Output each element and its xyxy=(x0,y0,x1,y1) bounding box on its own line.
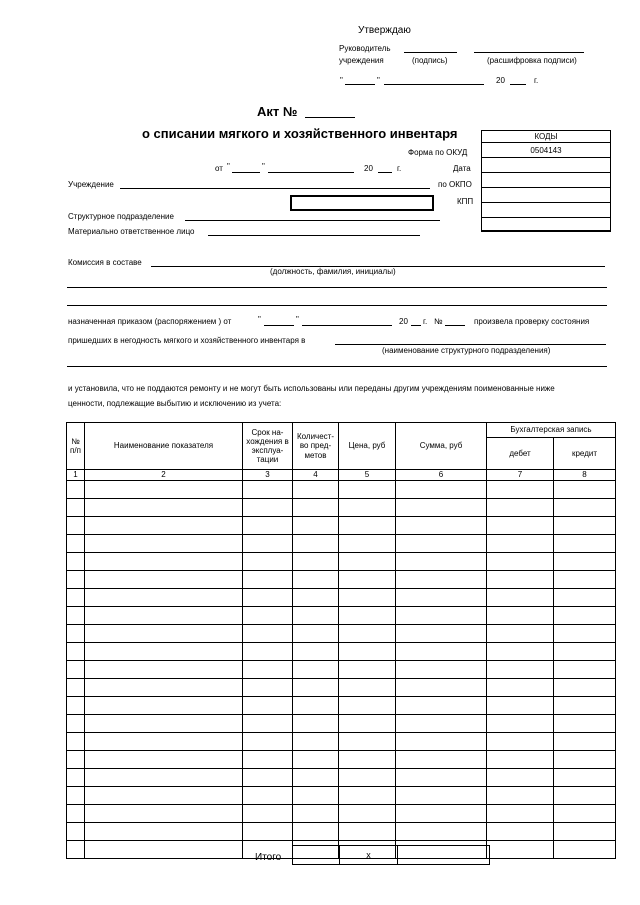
table-cell[interactable] xyxy=(396,715,487,733)
table-cell[interactable] xyxy=(339,751,396,769)
table-cell[interactable] xyxy=(396,769,487,787)
approval-year-suffix: г. xyxy=(534,76,539,85)
table-cell[interactable] xyxy=(339,643,396,661)
table-cell[interactable] xyxy=(554,661,616,679)
table-cell[interactable] xyxy=(67,607,85,625)
total-label: Итого xyxy=(255,852,282,863)
col-number: 4 xyxy=(293,470,339,481)
table-cell[interactable] xyxy=(396,643,487,661)
table-cell[interactable] xyxy=(293,805,339,823)
table-row xyxy=(67,553,616,571)
table-cell[interactable] xyxy=(396,607,487,625)
table-cell[interactable] xyxy=(554,697,616,715)
col-number: 3 xyxy=(243,470,293,481)
division-label: Структурное подразделение xyxy=(68,212,174,221)
approval-day-line[interactable] xyxy=(345,84,375,85)
table-cell[interactable] xyxy=(396,589,487,607)
table-cell[interactable] xyxy=(487,679,554,697)
decoding-line[interactable] xyxy=(474,52,584,53)
table-cell[interactable] xyxy=(243,733,293,751)
table-cell[interactable] xyxy=(85,679,243,697)
table-cell[interactable] xyxy=(293,481,339,499)
table-cell[interactable] xyxy=(293,733,339,751)
table-cell[interactable] xyxy=(243,625,293,643)
col-number: 8 xyxy=(554,470,616,481)
table-cell[interactable] xyxy=(85,517,243,535)
approval-quote-open: " xyxy=(340,76,343,85)
table-cell[interactable] xyxy=(487,517,554,535)
col-price-header: Цена, руб xyxy=(339,423,396,470)
table-cell[interactable] xyxy=(293,607,339,625)
table-cell[interactable] xyxy=(554,481,616,499)
table-cell[interactable] xyxy=(243,751,293,769)
order-quote-close: " xyxy=(296,315,299,324)
table-cell[interactable] xyxy=(554,607,616,625)
table-cell[interactable] xyxy=(487,733,554,751)
table-cell[interactable] xyxy=(396,805,487,823)
order-text-2: произвела проверку состояния xyxy=(474,317,590,326)
table-cell[interactable] xyxy=(396,481,487,499)
table-cell[interactable] xyxy=(487,751,554,769)
table-cell[interactable] xyxy=(293,697,339,715)
order-quote-open: " xyxy=(258,315,261,324)
table-cell[interactable] xyxy=(293,499,339,517)
table-cell[interactable] xyxy=(293,625,339,643)
table-cell[interactable] xyxy=(67,697,85,715)
table-cell[interactable] xyxy=(396,517,487,535)
total-row xyxy=(292,845,490,865)
okpo-label: по ОКПО xyxy=(438,180,472,189)
table-cell[interactable] xyxy=(487,499,554,517)
table-cell[interactable] xyxy=(85,571,243,589)
table-cell[interactable] xyxy=(487,589,554,607)
table-cell[interactable] xyxy=(243,697,293,715)
table-cell[interactable] xyxy=(67,769,85,787)
table-cell[interactable] xyxy=(293,517,339,535)
total-sum-cell[interactable] xyxy=(398,846,490,865)
table-row xyxy=(67,769,616,787)
table-row xyxy=(67,607,616,625)
date-code-field[interactable] xyxy=(482,158,611,173)
table-cell[interactable] xyxy=(487,607,554,625)
order-month-line[interactable] xyxy=(302,325,392,326)
table-cell[interactable] xyxy=(487,571,554,589)
table-cell[interactable] xyxy=(243,769,293,787)
table-cell[interactable] xyxy=(85,769,243,787)
act-month-line[interactable] xyxy=(268,172,354,173)
table-cell[interactable] xyxy=(243,481,293,499)
act-number-line[interactable] xyxy=(305,117,355,118)
table-row xyxy=(67,733,616,751)
table-cell[interactable] xyxy=(487,715,554,733)
table-cell[interactable] xyxy=(243,607,293,625)
signature-line[interactable] xyxy=(404,52,457,53)
kpp-label: КПП xyxy=(457,197,474,206)
table-cell[interactable] xyxy=(293,769,339,787)
table-cell[interactable] xyxy=(339,607,396,625)
table-cell[interactable] xyxy=(554,769,616,787)
table-cell[interactable] xyxy=(396,661,487,679)
table-cell[interactable] xyxy=(85,805,243,823)
division-line[interactable] xyxy=(185,220,440,221)
finding-line-1: и установила, что не поддаются ремонту и не могут быть использованы или переданы другим учреждениям поименованные ниже xyxy=(68,384,555,393)
table-cell[interactable] xyxy=(396,787,487,805)
table-row xyxy=(67,481,616,499)
table-cell[interactable] xyxy=(85,715,243,733)
table-cell[interactable] xyxy=(67,751,85,769)
table-cell[interactable] xyxy=(85,751,243,769)
table-cell[interactable] xyxy=(67,841,85,859)
table-cell[interactable] xyxy=(243,499,293,517)
table-row xyxy=(67,643,616,661)
codes-header: КОДЫ xyxy=(482,131,611,143)
inventory-table xyxy=(66,422,616,859)
table-cell[interactable] xyxy=(85,607,243,625)
table-cell[interactable] xyxy=(339,787,396,805)
table-row xyxy=(67,535,616,553)
table-cell[interactable] xyxy=(487,697,554,715)
table-cell[interactable] xyxy=(67,805,85,823)
act-day-line[interactable] xyxy=(232,172,260,173)
order-text-3: пришедших в негодность мягкого и хозяйственного инвентаря в xyxy=(68,336,306,345)
col-num-header: № п/п xyxy=(67,423,85,470)
decoding-caption: (расшифровка подписи) xyxy=(487,56,577,65)
approval-year-line[interactable] xyxy=(510,84,526,85)
table-cell[interactable] xyxy=(243,787,293,805)
commission-label: Комиссия в составе xyxy=(68,258,142,267)
table-cell[interactable] xyxy=(487,535,554,553)
table-cell[interactable] xyxy=(339,733,396,751)
table-cell[interactable] xyxy=(243,553,293,571)
table-cell[interactable] xyxy=(293,661,339,679)
table-cell[interactable] xyxy=(293,589,339,607)
table-cell[interactable] xyxy=(554,535,616,553)
approval-quote-close: " xyxy=(377,76,380,85)
table-cell[interactable] xyxy=(85,481,243,499)
col-number: 2 xyxy=(85,470,243,481)
order-text-1: назначенная приказом (распоряжением ) от xyxy=(68,317,232,326)
table-cell[interactable] xyxy=(85,643,243,661)
table-cell[interactable] xyxy=(243,715,293,733)
okpo-code-field[interactable] xyxy=(482,173,611,188)
table-cell[interactable] xyxy=(396,697,487,715)
col-term-header: Срок на- хождения в эксплуа- тации xyxy=(243,423,293,470)
extra-code-field-2[interactable] xyxy=(482,218,611,232)
table-cell[interactable] xyxy=(67,589,85,607)
table-cell[interactable] xyxy=(85,625,243,643)
table-cell[interactable] xyxy=(67,787,85,805)
col-sum-header: Сумма, руб xyxy=(396,423,487,470)
division-name-line[interactable] xyxy=(335,344,606,345)
table-row xyxy=(67,625,616,643)
table-row xyxy=(67,715,616,733)
table-row xyxy=(67,823,616,841)
order-caption: (наименование структурного подразделения) xyxy=(382,346,551,355)
table-cell[interactable] xyxy=(293,553,339,571)
table-cell[interactable] xyxy=(396,625,487,643)
table-cell[interactable] xyxy=(243,571,293,589)
col-name-header: Наименование показателя xyxy=(85,423,243,470)
table-cell[interactable] xyxy=(67,643,85,661)
order-number-line[interactable] xyxy=(445,325,465,326)
table-cell[interactable] xyxy=(554,679,616,697)
order-number-sign: № xyxy=(434,317,443,326)
table-cell[interactable] xyxy=(243,517,293,535)
col-qty-header: Количест- во пред- метов xyxy=(293,423,339,470)
act-subtitle: о списании мягкого и хозяйственного инвентаря xyxy=(142,126,458,141)
table-cell[interactable] xyxy=(339,661,396,679)
table-cell[interactable] xyxy=(554,787,616,805)
table-cell[interactable] xyxy=(554,499,616,517)
order-year-prefix: 20 xyxy=(399,317,408,326)
table-cell[interactable] xyxy=(85,697,243,715)
total-price-cell: х xyxy=(340,846,398,865)
table-cell[interactable] xyxy=(339,517,396,535)
order-year-line[interactable] xyxy=(411,325,421,326)
table-cell[interactable] xyxy=(487,787,554,805)
act-date-from: от xyxy=(215,164,223,173)
table-cell[interactable] xyxy=(339,625,396,643)
table-cell[interactable] xyxy=(554,625,616,643)
commission-caption: (должность, фамилия, инициалы) xyxy=(270,267,396,276)
col-number: 6 xyxy=(396,470,487,481)
table-cell[interactable] xyxy=(85,661,243,679)
responsible-line[interactable] xyxy=(208,235,420,236)
head-label-1: Руководитель xyxy=(339,44,391,53)
table-cell[interactable] xyxy=(339,769,396,787)
table-cell[interactable] xyxy=(554,589,616,607)
commission-line-2[interactable] xyxy=(67,287,607,288)
table-cell[interactable] xyxy=(339,823,396,841)
table-cell[interactable] xyxy=(554,841,616,859)
kpp-code-field[interactable] xyxy=(482,188,611,203)
col-number: 7 xyxy=(487,470,554,481)
table-cell[interactable] xyxy=(85,499,243,517)
col-debit-header: дебет xyxy=(487,438,554,470)
table-cell[interactable] xyxy=(487,823,554,841)
table-cell[interactable] xyxy=(487,661,554,679)
table-cell[interactable] xyxy=(396,553,487,571)
total-qty-cell[interactable] xyxy=(293,846,340,865)
table-cell[interactable] xyxy=(243,643,293,661)
act-year-line[interactable] xyxy=(378,172,392,173)
table-cell[interactable] xyxy=(293,715,339,733)
table-row xyxy=(67,661,616,679)
okud-code: 0504143 xyxy=(482,143,611,158)
table-row xyxy=(67,499,616,517)
table-cell[interactable] xyxy=(396,571,487,589)
head-label-2: учреждения xyxy=(339,56,384,65)
table-cell[interactable] xyxy=(396,823,487,841)
table-cell[interactable] xyxy=(67,535,85,553)
table-cell[interactable] xyxy=(487,643,554,661)
col-accounting-header: Бухгалтерская запись xyxy=(487,423,616,438)
table-cell[interactable] xyxy=(554,823,616,841)
approval-month-line[interactable] xyxy=(384,84,484,85)
table-cell[interactable] xyxy=(487,625,554,643)
table-cell[interactable] xyxy=(396,535,487,553)
table-row xyxy=(67,571,616,589)
table-cell[interactable] xyxy=(554,517,616,535)
table-cell[interactable] xyxy=(85,787,243,805)
table-cell[interactable] xyxy=(67,553,85,571)
table-cell[interactable] xyxy=(85,841,243,859)
table-cell[interactable] xyxy=(243,823,293,841)
act-year-suffix: г. xyxy=(397,164,402,173)
table-cell[interactable] xyxy=(487,841,554,859)
table-cell[interactable] xyxy=(487,481,554,499)
table-cell[interactable] xyxy=(293,571,339,589)
table-cell[interactable] xyxy=(293,679,339,697)
institution-label: Учреждение xyxy=(68,180,114,189)
table-cell[interactable] xyxy=(243,805,293,823)
table-cell[interactable] xyxy=(293,823,339,841)
table-cell[interactable] xyxy=(396,751,487,769)
table-cell[interactable] xyxy=(339,805,396,823)
table-cell[interactable] xyxy=(67,625,85,643)
division-name-line-2[interactable] xyxy=(67,366,607,367)
col-credit-header: кредит xyxy=(554,438,616,470)
table-cell[interactable] xyxy=(67,679,85,697)
form-okud-label: Форма по ОКУД xyxy=(408,148,468,157)
approval-title: Утверждаю xyxy=(358,25,411,36)
table-cell[interactable] xyxy=(85,733,243,751)
table-cell[interactable] xyxy=(243,679,293,697)
table-row xyxy=(67,697,616,715)
table-cell[interactable] xyxy=(243,535,293,553)
kpp-input-box[interactable] xyxy=(290,195,434,211)
table-cell[interactable] xyxy=(67,499,85,517)
order-day-line[interactable] xyxy=(264,325,294,326)
table-cell[interactable] xyxy=(339,499,396,517)
table-cell[interactable] xyxy=(67,517,85,535)
table-cell[interactable] xyxy=(396,499,487,517)
act-quote-close: " xyxy=(262,162,265,171)
table-cell[interactable] xyxy=(339,535,396,553)
table-cell[interactable] xyxy=(243,589,293,607)
table-cell[interactable] xyxy=(85,589,243,607)
act-year-prefix: 20 xyxy=(364,164,373,173)
table-cell[interactable] xyxy=(554,733,616,751)
table-cell[interactable] xyxy=(243,661,293,679)
table-cell[interactable] xyxy=(67,571,85,589)
date-label: Дата xyxy=(453,164,471,173)
act-title: Акт № xyxy=(257,104,298,119)
table-cell[interactable] xyxy=(293,787,339,805)
responsible-label: Материально ответственное лицо xyxy=(68,227,195,236)
table-row xyxy=(67,751,616,769)
table-cell[interactable] xyxy=(67,733,85,751)
act-quote-open: " xyxy=(227,162,230,171)
table-cell[interactable] xyxy=(67,823,85,841)
table-row xyxy=(67,805,616,823)
finding-line-2: ценности, подлежащие выбытию и исключению из учета: xyxy=(68,399,282,408)
table-row xyxy=(67,679,616,697)
table-cell[interactable] xyxy=(487,805,554,823)
table-row xyxy=(67,589,616,607)
codes-table xyxy=(481,130,611,232)
table-cell[interactable] xyxy=(487,553,554,571)
approval-year-prefix: 20 xyxy=(496,76,505,85)
table-cell[interactable] xyxy=(293,643,339,661)
table-cell[interactable] xyxy=(339,553,396,571)
table-cell[interactable] xyxy=(554,751,616,769)
table-cell[interactable] xyxy=(487,769,554,787)
table-body xyxy=(67,481,616,859)
table-cell[interactable] xyxy=(339,589,396,607)
table-cell[interactable] xyxy=(554,643,616,661)
extra-code-field-1[interactable] xyxy=(482,203,611,218)
col-number: 1 xyxy=(67,470,85,481)
commission-line-3[interactable] xyxy=(67,305,607,306)
institution-line[interactable] xyxy=(120,188,430,189)
table-cell[interactable] xyxy=(67,481,85,499)
table-row xyxy=(67,517,616,535)
table-cell[interactable] xyxy=(396,733,487,751)
table-cell[interactable] xyxy=(554,553,616,571)
table-cell[interactable] xyxy=(396,679,487,697)
table-cell[interactable] xyxy=(85,553,243,571)
table-cell[interactable] xyxy=(339,679,396,697)
table-cell[interactable] xyxy=(339,571,396,589)
signature-caption: (подпись) xyxy=(412,56,448,65)
order-year-suffix: г. xyxy=(423,317,428,326)
table-cell[interactable] xyxy=(293,535,339,553)
table-cell[interactable] xyxy=(554,571,616,589)
table-cell[interactable] xyxy=(85,535,243,553)
col-number: 5 xyxy=(339,470,396,481)
table-cell[interactable] xyxy=(554,805,616,823)
table-row xyxy=(67,787,616,805)
table-cell[interactable] xyxy=(339,715,396,733)
table-cell[interactable] xyxy=(554,715,616,733)
table-cell[interactable] xyxy=(85,823,243,841)
table-cell[interactable] xyxy=(67,715,85,733)
table-cell[interactable] xyxy=(293,751,339,769)
table-cell[interactable] xyxy=(339,481,396,499)
table-cell[interactable] xyxy=(67,661,85,679)
table-cell[interactable] xyxy=(339,697,396,715)
